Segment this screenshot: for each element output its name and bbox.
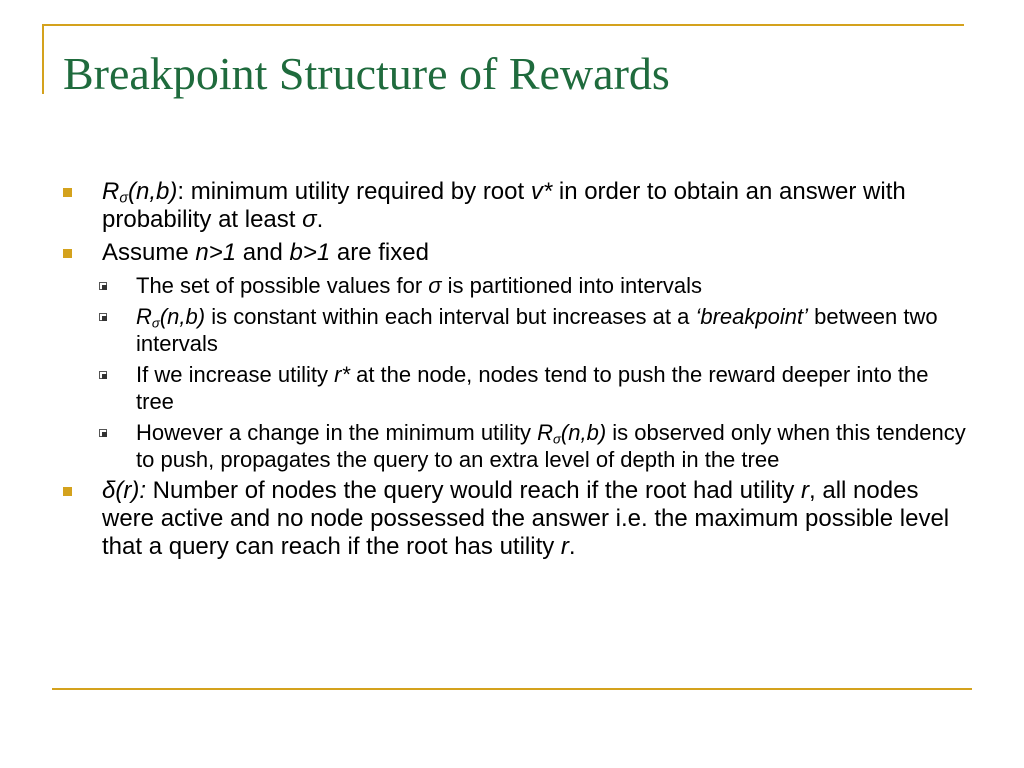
bullet-text: is constant within each interval but increases at a — [205, 304, 696, 329]
breakpoint-term: ‘breakpoint’ — [695, 304, 808, 329]
bullet-text: Number of nodes the query would reach if the root had utility — [146, 477, 802, 504]
subbullet-partitioned — [62, 272, 972, 299]
bullet-text: are fixed — [330, 239, 429, 266]
checkbox-bullet-icon — [99, 429, 107, 437]
bullet-delta-definition — [62, 477, 972, 561]
r-variable: r — [560, 533, 569, 560]
subbullet-constant-breakpoint — [62, 303, 972, 357]
frame-top-rule — [42, 24, 964, 26]
sigma-symbol: σ — [302, 206, 317, 233]
n-condition: n>1 — [195, 239, 237, 266]
checkbox-bullet-icon — [99, 313, 107, 321]
bullet-text: at the node, nodes tend to push the reward deeper into the tree — [136, 362, 929, 414]
bottom-rule — [52, 688, 972, 690]
bullet-square-icon — [63, 249, 72, 258]
b-condition: b>1 — [289, 239, 331, 266]
slide-body — [62, 178, 972, 566]
checkbox-bullet-icon — [99, 282, 107, 290]
r-symbol: R — [537, 420, 553, 445]
bullet-text: However a change in the minimum utility — [136, 420, 538, 445]
bullet-text: is partitioned into intervals — [441, 273, 703, 298]
bullet-square-icon — [63, 487, 72, 496]
delta-arg: (r): — [115, 477, 146, 504]
bullet-text: , all nodes were active and no node possessed the answer i.e. the maximum possible level that a query can reach if the root has utility — [102, 477, 950, 560]
r-symbol: R — [102, 178, 120, 205]
subbullet-increase-utility — [62, 361, 972, 415]
r-variable: r — [801, 477, 810, 504]
frame-left-rule — [42, 24, 44, 94]
sigma-symbol: σ — [428, 273, 442, 298]
sigma-subscript: σ — [151, 315, 160, 331]
bullet-square-icon — [63, 188, 72, 197]
checkbox-bullet-icon — [99, 371, 107, 379]
bullet-text: The set of possible values for — [136, 273, 429, 298]
bullet-text: If we increase utility — [136, 362, 335, 387]
nb-args: (n,b) — [159, 304, 206, 329]
rstar-symbol: r* — [334, 362, 350, 387]
sigma-subscript: σ — [552, 431, 561, 447]
bullet-text: . — [316, 206, 324, 233]
bullet-text: Assume — [102, 239, 196, 266]
bullet-text: . — [568, 533, 576, 560]
nb-args: (n,b) — [128, 178, 178, 205]
bullet-assume-fixed — [62, 239, 972, 267]
bullet-min-utility — [62, 178, 972, 234]
vstar-symbol: v* — [530, 178, 553, 205]
bullet-text: : minimum utility required by root — [177, 178, 531, 205]
subbullet-change-minimum — [62, 419, 972, 473]
slide-title: Breakpoint Structure of Rewards — [63, 48, 670, 99]
r-symbol: R — [136, 304, 152, 329]
bullet-text: between two intervals — [136, 304, 938, 356]
bullet-text: in order to obtain an answer with probability at least — [102, 178, 906, 233]
bullet-text: is observed only when this tendency to push, propagates the query to an extra level of depth in the tree — [136, 420, 966, 472]
nb-args: (n,b) — [560, 420, 607, 445]
bullet-text: and — [236, 239, 290, 266]
delta-symbol: δ — [102, 477, 116, 504]
sigma-subscript: σ — [119, 190, 129, 207]
